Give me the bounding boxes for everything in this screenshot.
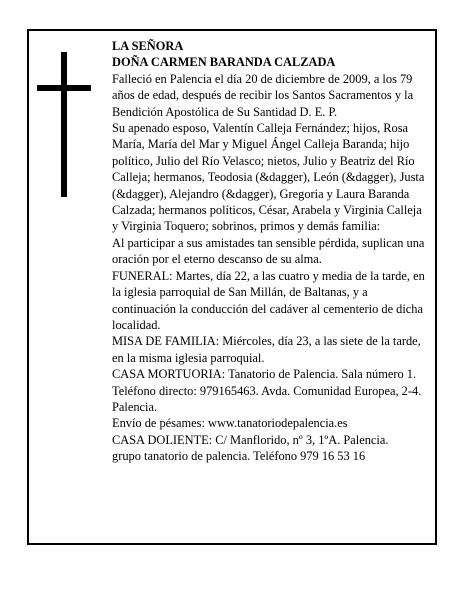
deceased-name: DOÑA CARMEN BARANDA CALZADA — [112, 55, 336, 70]
funeral-paragraph: FUNERAL: Martes, día 22, a las cuatro y media de la tarde, en la iglesia parroquial de San Millán, de Baltanas, y a continuación la conducción del cadáver al cementerio de dicha localidad. — [112, 268, 425, 332]
family-home-paragraph: CASA DOLIENTE: C/ Manflorido, nº 3, 1ºA. Palencia. — [112, 432, 389, 447]
family-paragraph: Su apenado esposo, Valentín Calleja Fernández; hijos, Rosa María, María del Mar y Miguel Ángel Calleja Baranda; hijo político, Julio del Río Velasco; nietos, Julio y Beatriz del Río Calleja; hermanos, Teodosia (&dagger), León (&dagger), Justa (&dagger), Alejandro (&dagger), Gregoria y Laura Baranda Calzada; hermanos políticos, César, Arabela y Virginia Calleja y Virginia Toquero; sobrinos, primos y demás familia: — [112, 121, 425, 234]
cross-icon-crossbar — [37, 85, 91, 91]
family-mass-paragraph: MISA DE FAMILIA: Miércoles, día 23, a las siete de la tarde, en la misma iglesia parroquial. — [112, 334, 421, 365]
condolences-paragraph: Envío de pésames: www.tanatoriodepalencia.es — [112, 416, 348, 431]
obituary-title: LA SEÑORA — [112, 39, 184, 53]
request-paragraph: Al participar a sus amistades tan sensible pérdida, suplican una oración por el eterno descanso de su alma. — [112, 235, 425, 267]
funeral-group-paragraph: grupo tanatorio de palencia. Teléfono 979 16 53 16 — [112, 449, 366, 464]
death-notice-paragraph: Falleció en Palencia el día 20 de diciembre de 2009, a los 79 años de edad, después de recibir los Santos Sacramentos y la Bendición Apostólica de Su Santidad D. E. P. — [112, 71, 414, 119]
cross-icon — [61, 52, 67, 197]
funeral-home-paragraph: CASA MORTUORIA: Tanatorio de Palencia. Sala número 1. Teléfono directo: 979165463. Avda. Comunidad Europea, 2-4. Palencia. — [112, 367, 422, 414]
obituary-content — [112, 38, 430, 465]
